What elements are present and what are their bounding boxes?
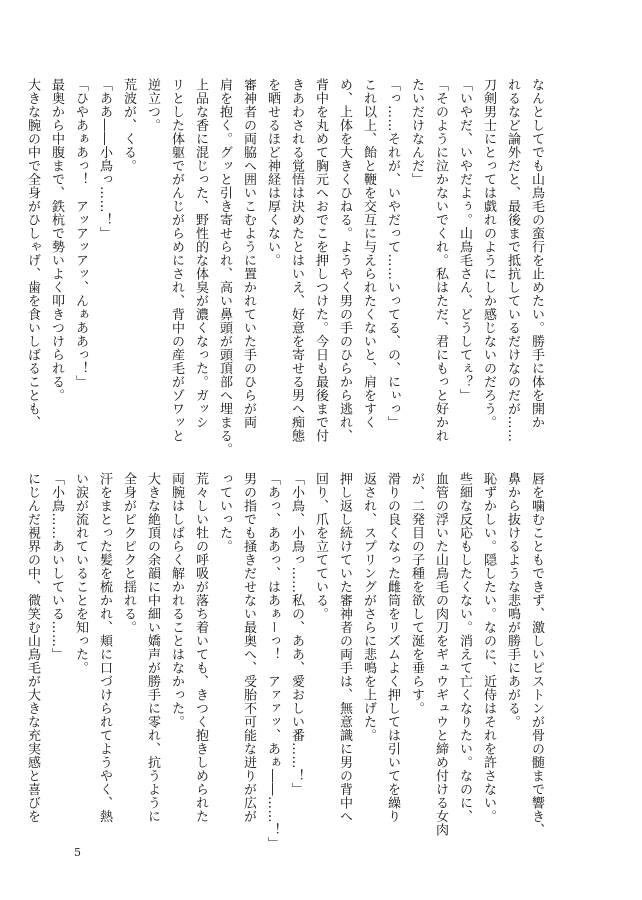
text-column: 回り、爪を立てている。 — [313, 472, 328, 621]
text-column: 唇を噛むこともできず、激しいピストンが骨の髄まで響き、 — [529, 472, 544, 837]
text-column: 背中を丸めて胸元へおでこを押しつけた。今日も最後まで付 — [313, 78, 328, 443]
text-column: 「そのように泣かないでくれ。私はただ、君にもっと好かれ — [433, 78, 448, 443]
text-column: 血管の浮いた山鳥毛の肉刀をギュウギュウと締め付ける女肉 — [433, 472, 448, 837]
text-column: これ以上、飴と鞭を交互に与えられたくないと、肩をすく — [361, 78, 376, 429]
text-column: 大きな絶頂の余韻に中細い嬌声が勝手に零れ、抗うように — [145, 472, 160, 823]
text-column: を晒せるほど神経は厚くない。 — [265, 78, 280, 267]
text-column: にじんだ視界の中、微笑む山鳥毛が大きな充実感と喜びを — [25, 472, 40, 823]
lower-text-block — [25, 472, 548, 850]
text-column: 上品な香に混じった、野性的な体臭が濃くなった。ガッシ — [193, 78, 208, 429]
text-column: 荒々しい牡の呼吸が落ち着いても、きつく抱きしめられた — [193, 472, 208, 823]
text-column: 刀剣男士にとっては戯れのようにしか感じないのだろう。 — [481, 78, 496, 429]
text-column: 男の指でも掻きだせない最奥へ、受胎不可能な迸りが広が — [241, 472, 256, 823]
text-column: きあわされる覚悟は決めたとはいえ、好意を寄せる男へ痴態 — [289, 78, 304, 443]
text-column: 肩を抱く。グッと引き寄せられ、高い鼻頭が頭頂部へ埋まる。 — [217, 78, 232, 456]
text-column: 逆立つ。 — [145, 78, 160, 132]
text-column: 「いやだ、いやだよぅ。山鳥毛さん、どうしてぇ？」 — [457, 78, 472, 402]
text-column: 荒波が、くる。 — [121, 78, 136, 173]
text-column: 鼻から抜けるような悲鳴が勝手にあがる。 — [505, 472, 520, 729]
text-column: っていった。 — [217, 472, 232, 553]
text-column: 「小鳥、小鳥っ……私の、ああ、愛おしい番……！」 — [289, 472, 304, 796]
text-column: 最奥から中腹まで、鉄杭で勢いよく叩きつけられる。 — [49, 78, 64, 402]
text-column: 両腕はしばらく解かれることはなかった。 — [169, 472, 184, 729]
text-column: 押し返し続けていた審神者の両手は、無意識に男の背中へ — [337, 472, 352, 823]
text-column: 審神者の両脇へ囲いこむように置かれていた手のひらが両 — [241, 78, 256, 429]
upper-text-block — [25, 78, 548, 456]
text-column: 「小鳥……あいしている……」 — [49, 472, 64, 661]
text-column: 返され、スプリングがさらに悲鳴を上げた。 — [361, 472, 376, 742]
text-column: 大きな腕の中で全身がひしゃげ、歯を食いしばることも、 — [25, 78, 40, 429]
text-column: 恥ずかしい。隠したい。なのに、近侍はそれを許さない。 — [481, 472, 496, 823]
text-column: 全身がピクピクと揺れる。 — [121, 472, 136, 634]
text-column: 「っ……それが、いやだって……いってる、の、にぃっ」 — [385, 78, 400, 429]
text-column: 「ひやあぁあっ！ アッアッアッ、んぁああっ！」 — [73, 78, 88, 389]
text-column: れるなど論外だと、最後まで抵抗しているだけなのだが…… — [505, 78, 520, 443]
text-column: たいだけなんだ」 — [409, 78, 424, 186]
text-column: 滑りの良くなった雌筒をリズムよく押しては引いてを繰り — [385, 472, 400, 823]
text-column: 汗をまとった髪を梳かれ、頬に口づけられてようやく、熱 — [97, 472, 112, 823]
text-column: 「あっ、ああっ、はあぁーっ！ アァァッ、あぁ――……！」 — [265, 472, 280, 850]
text-column: 「ああ――小鳥っ……！」 — [97, 78, 112, 240]
page-number: 5 — [74, 846, 81, 859]
text-column: が、二発目の子種を欲して涎を垂らす。 — [409, 472, 424, 715]
text-column: い涙が流れていることを知った。 — [73, 472, 88, 675]
text-column: リとした体躯でがんじがらめにされ、背中の産毛がゾワッと — [169, 78, 184, 443]
text-column: め、上体を大きくひねる。ようやく男の手のひらから逃れ、 — [337, 78, 352, 443]
text-column: なんとしてでも山鳥毛の蛮行を止めたい。勝手に体を開か — [529, 78, 544, 429]
text-column: 些細な反応もしたくない。消えて亡くなりたい。なのに、 — [457, 472, 472, 823]
